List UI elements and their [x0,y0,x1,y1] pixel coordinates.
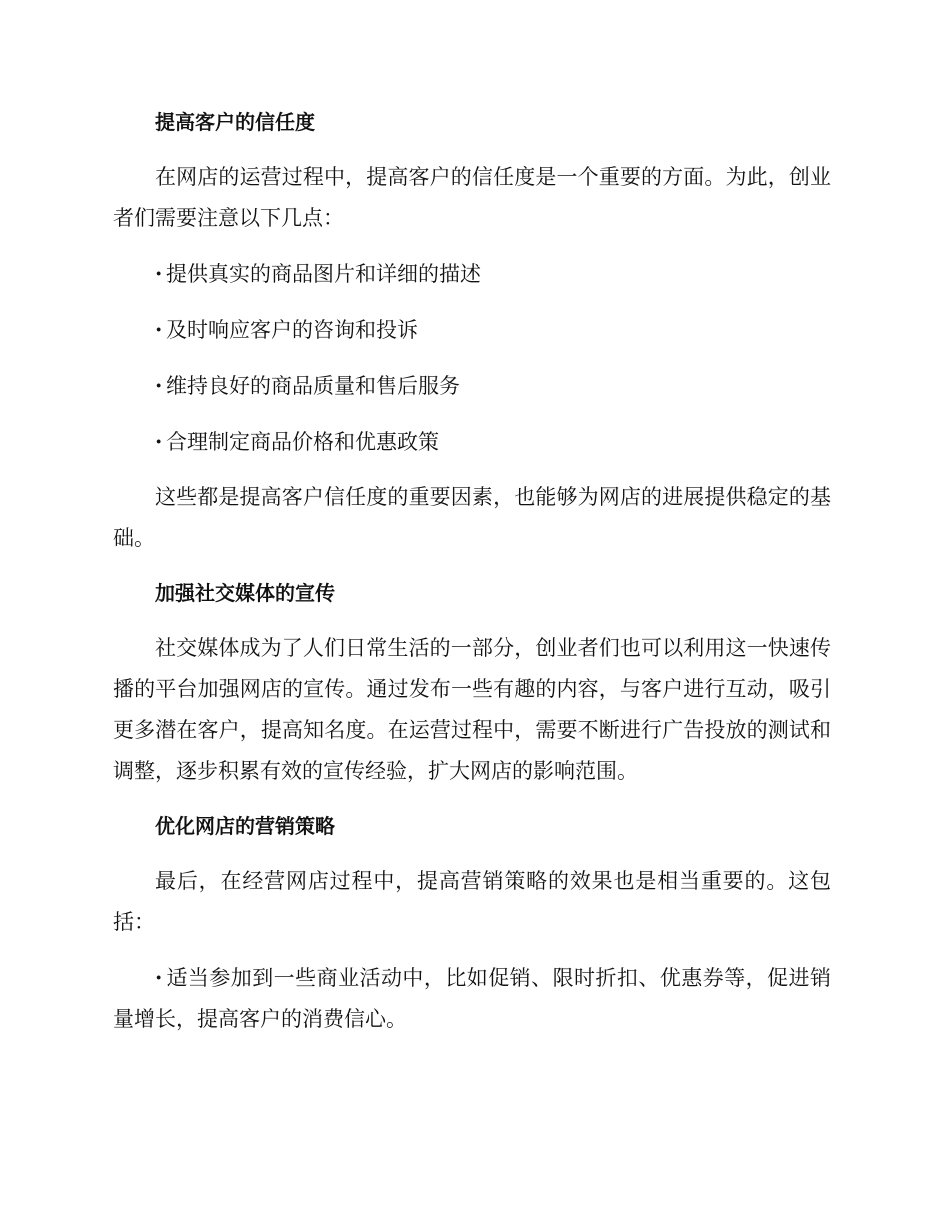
bullet-dot-icon: · [155,373,163,398]
bullet-text: 及时响应客户的咨询和投诉 [166,318,418,342]
paragraph-marketing-intro: 最后，在经营网店过程中，提高营销策略的效果也是相当重要的。这包括： [113,869,831,934]
bullet-item [113,309,831,351]
paragraph-trust-intro: 在网店的运营过程中，提高客户的信任度是一个重要的方面。为此，创业者们需要注意以下几点： [113,165,831,230]
bullet-dot-icon: · [155,965,163,990]
bullet-dot-icon: · [155,317,163,342]
paragraph-trust-closing: 这些都是提高客户信任度的重要因素，也能够为网店的进展提供稳定的基础。 [113,485,831,550]
paragraph-social-media: 社交媒体成为了人们日常生活的一部分，创业者们也可以利用这一快速传播的平台加强网店的宣传。通过发布一些有趣的内容，与客户进行互动，吸引更多潜在客户，提高知名度。在运营过程中，需要不断进行广告投放的测试和调整，逐步积累有效的宣传经验，扩大网店的影响范围。 [113,636,831,783]
bullet-text: 合理制定商品价格和优惠政策 [166,430,439,454]
document-page [113,102,831,1054]
bullet-text: 提供真实的商品图片和详细的描述 [166,262,481,286]
bullet-item [113,421,831,463]
bullet-dot-icon: · [155,261,163,286]
bullet-item [113,253,831,295]
bullet-item [113,957,831,1040]
bullet-dot-icon: · [155,429,163,454]
bullet-item [113,365,831,407]
bullet-text: 适当参加到一些商业活动中，比如促销、限时折扣、优惠券等，促进销量增长，提高客户的消费信心。 [113,966,831,1031]
section-heading-marketing: 优化网店的营销策略 [155,814,335,838]
section-heading-social-media: 加强社交媒体的宣传 [155,581,335,605]
bullet-text: 维持良好的商品质量和售后服务 [166,374,460,398]
section-heading-trust: 提高客户的信任度 [155,110,315,134]
